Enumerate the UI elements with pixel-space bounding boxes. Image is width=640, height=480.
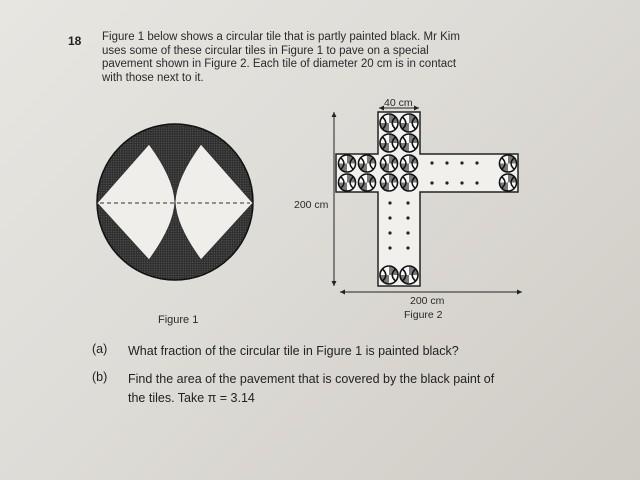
part-text <box>128 370 494 408</box>
figure2-pavement <box>336 112 518 286</box>
part-label: (a) <box>92 342 108 356</box>
intro-line: pavement shown in Figure 2. Each tile of diameter 20 cm is in contact <box>102 58 457 70</box>
part-line: Find the area of the pavement that is covered by the black paint of <box>128 372 495 386</box>
part-label: (b) <box>92 370 108 384</box>
question-number: 18 <box>68 34 82 48</box>
figure2-bottom-dimension: 200 cm <box>410 295 445 307</box>
figure1-tile <box>97 124 253 280</box>
part-line: the tiles. Take π = 3.14 <box>128 391 255 405</box>
figure2-caption: Figure 2 <box>404 309 443 321</box>
intro-line: Figure 1 below shows a circular tile that is partly painted black. Mr Kim <box>102 31 460 43</box>
part-text <box>128 342 459 361</box>
intro-line: with those next to it. <box>102 71 204 84</box>
figure1-caption: Figure 1 <box>158 314 199 326</box>
part-line: What fraction of the circular tile in Figure 1 is painted black? <box>128 344 459 358</box>
figure2-top-dimension: 40 cm <box>384 97 413 109</box>
figure2-dimensions <box>332 106 523 295</box>
figure2-left-dimension: 200 cm <box>294 199 329 211</box>
intro-line: uses some of these circular tiles in Figure 1 to pave on a special <box>102 44 429 57</box>
